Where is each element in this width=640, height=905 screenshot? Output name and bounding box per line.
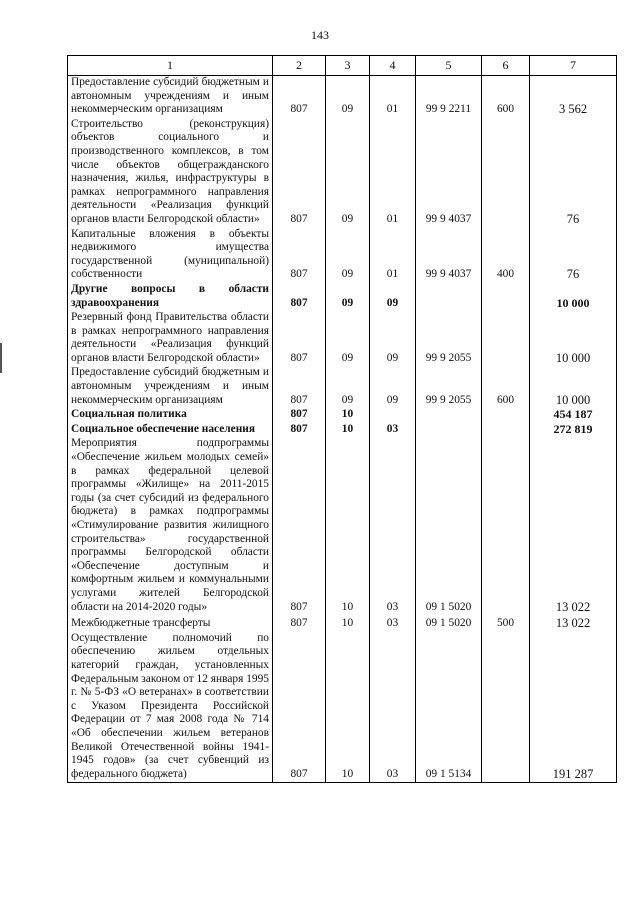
column-header-7: 7 [530, 56, 617, 76]
expense-type-code [482, 283, 530, 311]
subsection-code: 01 [370, 228, 416, 283]
amount: 10 000 [530, 366, 617, 408]
row-description: Предоставление субсидий бюджетным и автономным учреждениям и иным некоммерческим организациям [68, 76, 273, 118]
subsection-code: 09 [370, 366, 416, 408]
table-row [68, 437, 617, 615]
section-code: 09 [326, 118, 370, 228]
expense-type-code [482, 408, 530, 423]
column-header-2: 2 [273, 56, 326, 76]
admin-code: 807 [273, 311, 326, 366]
expense-type-code: 600 [482, 366, 530, 408]
row-description: Мероприятия подпрограммы «Обеспечение жильем молодых семей» в рамках федеральной целевой программы «Жилище» на 2011-2015 годы (за счет субсидий из федерального бюджета) в рамках подпрограммы «Стимулирование развития жилищного строительства» государственной программы Белгородской области «Обеспечение доступным и комфортным жильем и коммунальными услугами жителей Белгородской области на 2014-2020 годы» [68, 437, 273, 615]
target-code [416, 423, 482, 438]
section-code: 10 [326, 408, 370, 423]
amount: 13 022 [530, 615, 617, 632]
subsection-code: 03 [370, 615, 416, 632]
admin-code: 807 [273, 423, 326, 438]
table-header-row [68, 56, 617, 76]
section-code: 09 [326, 228, 370, 283]
table-row [68, 408, 617, 423]
section-code: 10 [326, 423, 370, 438]
target-code [416, 408, 482, 423]
target-code: 99 9 4037 [416, 228, 482, 283]
subsection-code [370, 408, 416, 423]
row-description: Предоставление субсидий бюджетным и автономным учреждениям и иным некоммерческим организациям [68, 366, 273, 408]
row-description: Резервный фонд Правительства области в рамках непрограммного направления деятельности «Реализация функций органов власти Белгородской области» [68, 311, 273, 366]
row-description: Строительство (реконструкция) объектов социального и производственного комплексов, в том числе объектов общегражданского назначения, жилья, инфраструктуры в рамках непрограммного направления деятельности «Реализация функций органов власти Белгородской области» [68, 118, 273, 228]
expense-type-code [482, 437, 530, 615]
table-row [68, 423, 617, 438]
amount: 3 562 [530, 76, 617, 118]
target-code: 99 9 4037 [416, 118, 482, 228]
admin-code: 807 [273, 632, 326, 783]
section-code: 10 [326, 615, 370, 632]
table-row [68, 228, 617, 283]
scan-edge-mark [0, 343, 2, 373]
table-row [68, 366, 617, 408]
expense-type-code [482, 423, 530, 438]
row-description: Осуществление полномочий по обеспечению жильем отдельных категорий граждан, установленных Федеральным законом от 12 января 1995 г. № 5-ФЗ «О ветеранах» в соответствии с Указом Президента Российской Федерации от 7 мая 2008 года № 714 «Об обеспечении жильем ветеранов Великой Отечественной войны 1941-1945 годов» (за счет субвенций из федерального бюджета) [68, 632, 273, 783]
subsection-code: 03 [370, 632, 416, 783]
row-description: Другие вопросы в области здравоохранения [68, 283, 273, 311]
subsection-code: 09 [370, 283, 416, 311]
target-code: 09 1 5020 [416, 437, 482, 615]
column-header-5: 5 [416, 56, 482, 76]
admin-code: 807 [273, 615, 326, 632]
subsection-code: 03 [370, 423, 416, 438]
row-description: Социальное обеспечение населения [68, 423, 273, 438]
subsection-code: 01 [370, 76, 416, 118]
section-code: 10 [326, 437, 370, 615]
column-header-4: 4 [370, 56, 416, 76]
expense-type-code: 400 [482, 228, 530, 283]
expense-type-code: 600 [482, 76, 530, 118]
expense-type-code [482, 311, 530, 366]
row-description: Социальная политика [68, 408, 273, 423]
column-header-3: 3 [326, 56, 370, 76]
expense-type-code: 500 [482, 615, 530, 632]
table-row [68, 615, 617, 632]
budget-table [67, 55, 617, 783]
expense-type-code [482, 632, 530, 783]
table-row [68, 311, 617, 366]
subsection-code: 09 [370, 311, 416, 366]
subsection-code: 03 [370, 437, 416, 615]
admin-code: 807 [273, 118, 326, 228]
amount: 191 287 [530, 632, 617, 783]
expense-type-code [482, 118, 530, 228]
amount: 13 022 [530, 437, 617, 615]
column-header-1: 1 [68, 56, 273, 76]
amount: 10 000 [530, 283, 617, 311]
target-code: 99 9 2211 [416, 76, 482, 118]
table-row [68, 632, 617, 783]
admin-code: 807 [273, 437, 326, 615]
admin-code: 807 [273, 76, 326, 118]
amount: 272 819 [530, 423, 617, 438]
column-header-6: 6 [482, 56, 530, 76]
admin-code: 807 [273, 408, 326, 423]
target-code: 99 9 2055 [416, 311, 482, 366]
section-code: 09 [326, 76, 370, 118]
page-number: 143 [311, 28, 329, 42]
amount: 76 [530, 118, 617, 228]
section-code: 09 [326, 283, 370, 311]
amount: 76 [530, 228, 617, 283]
table-body [68, 76, 617, 783]
admin-code: 807 [273, 228, 326, 283]
section-code: 09 [326, 366, 370, 408]
amount: 454 187 [530, 408, 617, 423]
table-row [68, 76, 617, 118]
amount: 10 000 [530, 311, 617, 366]
table-row [68, 283, 617, 311]
target-code: 09 1 5020 [416, 615, 482, 632]
table-row [68, 118, 617, 228]
row-description: Капитальные вложения в объекты недвижимого имущества государственной (муниципальной) собственности [68, 228, 273, 283]
target-code: 09 1 5134 [416, 632, 482, 783]
section-code: 09 [326, 311, 370, 366]
row-description: Межбюджетные трансферты [68, 615, 273, 632]
section-code: 10 [326, 632, 370, 783]
target-code [416, 283, 482, 311]
target-code: 99 9 2055 [416, 366, 482, 408]
admin-code: 807 [273, 366, 326, 408]
admin-code: 807 [273, 283, 326, 311]
subsection-code: 01 [370, 118, 416, 228]
